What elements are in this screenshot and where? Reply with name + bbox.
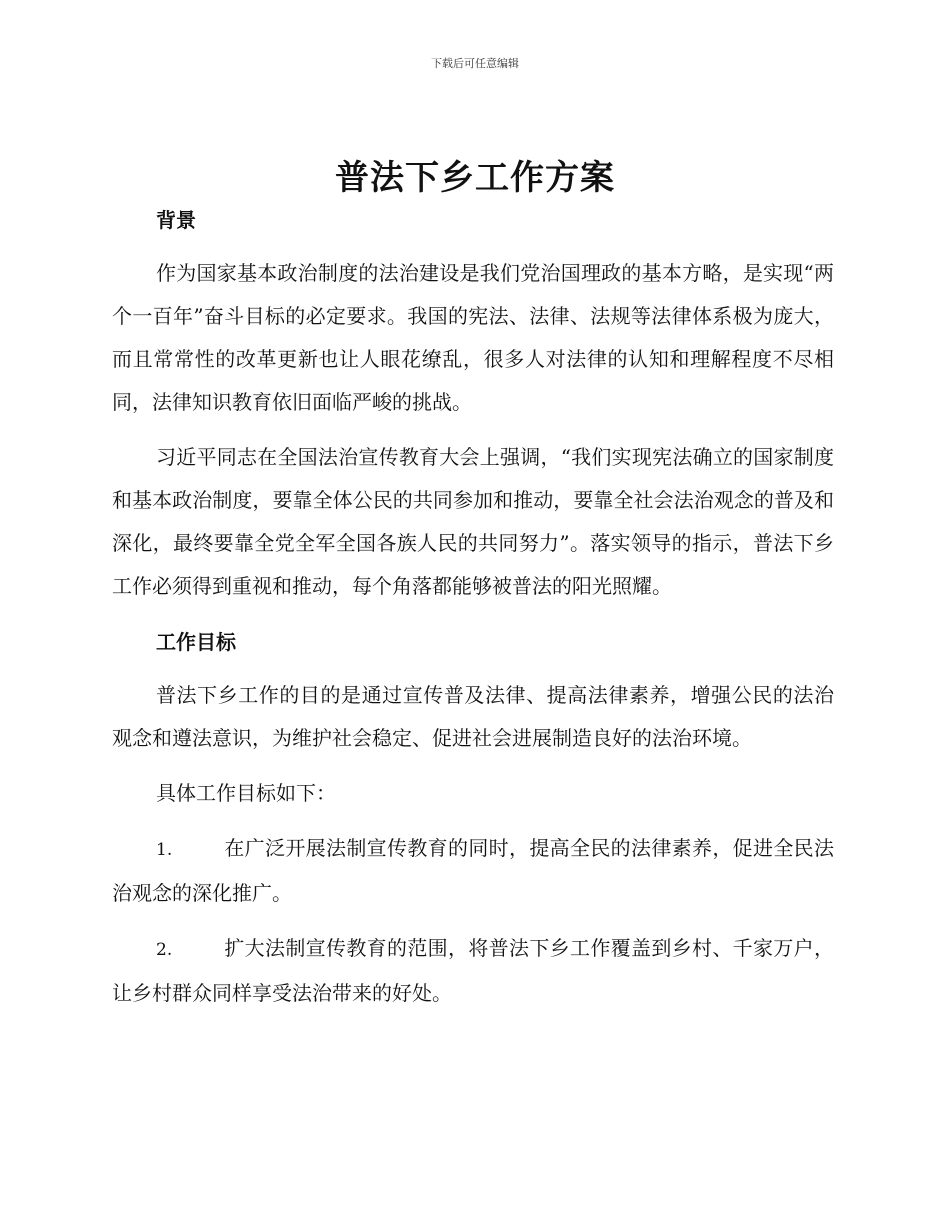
list-item	[112, 927, 834, 1015]
header-note: 下载后可任意编辑	[431, 57, 519, 70]
paragraph: 普法下乡工作的目的是通过宣传普及法律、提高法律素养，增强公民的法治观念和遵法意识，为维护社会稳定、促进社会进展制造良好的法治环境。	[112, 683, 834, 750]
list-item-number: 1.	[156, 840, 173, 860]
paragraph: 习近平同志在全国法治宣传教育大会上强调，“我们实现宪法确立的国家制度和基本政治制度，要靠全体公民的共同参加和推动，要靠全社会法治观念的普及和深化，最终要靠全党全军全国各族人民的共同努力”。落实领导的指示，普法下乡工作必须得到重视和推动，每个角落都能够被普法的阳光照耀。	[112, 445, 834, 598]
list-item-text: 扩大法制宣传教育的范围，将普法下乡工作覆盖到乡村、千家万户，让乡村群众同样享受法治带来的好处。	[112, 936, 834, 1005]
paragraph: 具体工作目标如下：	[156, 781, 336, 805]
paragraph: 作为国家基本政治制度的法治建设是我们党治国理政的基本方略，是实现“两个一百年”奋斗目标的必定要求。我国的宪法、法律、法规等法律体系极为庞大，而且常常性的改革更新也让人眼花缭乱，很多人对法律的认知和理解程度不尽相同，法律知识教育依旧面临严峻的挑战。	[112, 261, 834, 414]
document-title: 普法下乡工作方案	[335, 158, 615, 198]
section-heading-background: 背景	[156, 208, 196, 232]
list-item-number: 2.	[156, 940, 173, 960]
document-body	[112, 200, 834, 1015]
list-item	[112, 827, 834, 915]
section-heading-goals: 工作目标	[156, 630, 236, 654]
list-item-text: 在广泛开展法制宣传教育的同时，提高全民的法律素养，促进全民法治观念的深化推广。	[112, 836, 834, 905]
